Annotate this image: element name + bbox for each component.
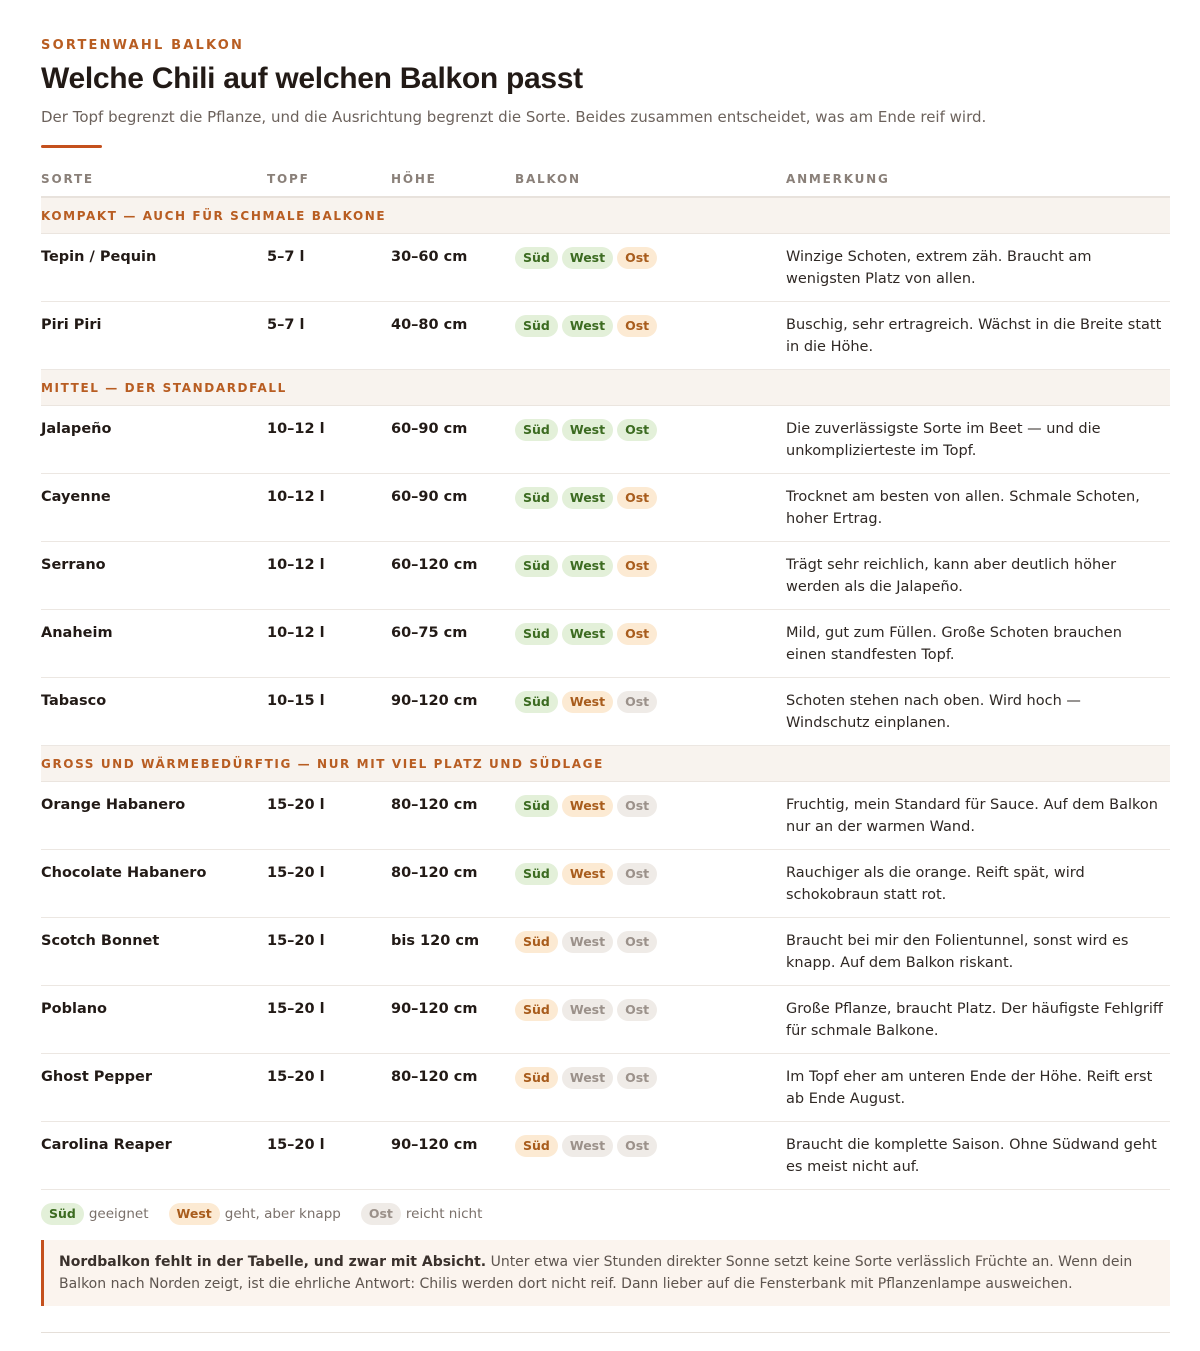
badge-ost: Ost <box>617 795 657 817</box>
legend <box>41 1203 502 1225</box>
variety-name: Tabasco <box>41 693 107 709</box>
table-body <box>41 198 1170 1190</box>
legend-item <box>361 1203 483 1225</box>
table-row <box>41 1054 1170 1122</box>
plant-height: 60–90 cm <box>391 489 468 505</box>
column-header-topf: TOPF <box>267 172 310 186</box>
column-header-sorte: SORTE <box>41 172 94 186</box>
badge-ost: Ost <box>617 247 657 269</box>
badge-ost: Ost <box>617 999 657 1021</box>
table-row <box>41 1122 1170 1190</box>
variety-name: Tepin / Pequin <box>41 249 157 265</box>
variety-name: Chocolate Habanero <box>41 865 207 881</box>
balcony-badges <box>515 862 786 885</box>
variety-note: Im Topf eher am unteren Ende der Höhe. Reift erst ab Ende August. <box>786 1069 1153 1107</box>
variety-note: Schoten stehen nach oben. Wird hoch — Windschutz einplanen. <box>786 693 1081 731</box>
badge-ost: Ost <box>617 863 657 885</box>
variety-name: Anaheim <box>41 625 113 641</box>
callout-text: Unter etwa vier Stunden direkter Sonne setzt keine Sorte verlässlich Früchte an. Wenn dein Balkon nach Norden zeigt, ist die ehrliche Antwort: Chilis werden dort nicht reif. Dann lieber auf die Fensterbank mit Pflanzenlampe ausweichen. <box>59 1254 1133 1292</box>
page-subtitle: Der Topf begrenzt die Pflanze, und die Ausrichtung begrenzt die Sorte. Beides zusammen entscheidet, was am Ende reif wird. <box>41 108 987 126</box>
eyebrow-label: SORTENWAHL BALKON <box>41 38 245 53</box>
pot-size: 5–7 l <box>267 249 305 265</box>
badge-ost: Ost <box>617 623 657 645</box>
legend-badge: West <box>169 1203 220 1225</box>
plant-height: 40–80 cm <box>391 317 468 333</box>
balcony-badges <box>515 622 786 645</box>
badge-west: West <box>562 795 613 817</box>
table-row <box>41 782 1170 850</box>
badge-west: West <box>562 555 613 577</box>
badge-west: West <box>562 999 613 1021</box>
variety-name: Carolina Reaper <box>41 1137 172 1153</box>
variety-note: Trägt sehr reichlich, kann aber deutlich höher werden als die Jalapeño. <box>786 557 1117 595</box>
legend-item <box>169 1203 341 1225</box>
pot-size: 15–20 l <box>267 1137 325 1153</box>
table-row <box>41 302 1170 370</box>
variety-note: Die zuverlässigste Sorte im Beet — und die unkomplizierteste im Topf. <box>786 421 1101 459</box>
variety-note: Mild, gut zum Füllen. Große Schoten brauchen einen standfesten Topf. <box>786 625 1122 663</box>
badge-sued: Süd <box>515 419 558 441</box>
table-row <box>41 850 1170 918</box>
badge-west: West <box>562 623 613 645</box>
balcony-badges <box>515 314 786 337</box>
badge-west: West <box>562 487 613 509</box>
variety-name: Cayenne <box>41 489 111 505</box>
badge-west: West <box>562 1135 613 1157</box>
badge-ost: Ost <box>617 555 657 577</box>
table-row <box>41 474 1170 542</box>
variety-name: Jalapeño <box>41 421 112 437</box>
pot-size: 15–20 l <box>267 797 325 813</box>
table-row <box>41 542 1170 610</box>
badge-sued: Süd <box>515 555 558 577</box>
north-balcony-callout <box>41 1240 1170 1306</box>
badge-sued: Süd <box>515 1135 558 1157</box>
variety-note: Trocknet am besten von allen. Schmale Schoten, hoher Ertrag. <box>786 489 1140 527</box>
legend-item <box>41 1203 149 1225</box>
badge-west: West <box>562 419 613 441</box>
variety-note: Braucht bei mir den Folientunnel, sonst wird es knapp. Auf dem Balkon riskant. <box>786 933 1129 971</box>
badge-ost: Ost <box>617 931 657 953</box>
badge-west: West <box>562 863 613 885</box>
pot-size: 15–20 l <box>267 865 325 881</box>
pot-size: 15–20 l <box>267 1069 325 1085</box>
variety-name: Serrano <box>41 557 106 573</box>
balcony-badges <box>515 1134 786 1157</box>
badge-ost: Ost <box>617 487 657 509</box>
balcony-badges <box>515 486 786 509</box>
title-accent-rule <box>41 145 102 148</box>
plant-height: 60–75 cm <box>391 625 468 641</box>
badge-west: West <box>562 247 613 269</box>
plant-height: 90–120 cm <box>391 1137 478 1153</box>
group-header: KOMPAKT — AUCH FÜR SCHMALE BALKONE <box>41 198 1170 234</box>
plant-height: 80–120 cm <box>391 797 478 813</box>
group-header: MITTEL — DER STANDARDFALL <box>41 370 1170 406</box>
plant-height: 90–120 cm <box>391 1001 478 1017</box>
badge-ost: Ost <box>617 419 657 441</box>
pot-size: 10–12 l <box>267 489 325 505</box>
plant-height: 90–120 cm <box>391 693 478 709</box>
pot-size: 10–12 l <box>267 625 325 641</box>
legend-badge: Süd <box>41 1203 84 1225</box>
plant-height: 80–120 cm <box>391 865 478 881</box>
badge-sued: Süd <box>515 247 558 269</box>
badge-sued: Süd <box>515 1067 558 1089</box>
table-row <box>41 678 1170 746</box>
table-row <box>41 610 1170 678</box>
column-header-balkon: BALKON <box>515 172 581 186</box>
badge-ost: Ost <box>617 1135 657 1157</box>
callout-heading: Nordbalkon fehlt in der Tabelle, und zwar mit Absicht. <box>59 1254 487 1270</box>
variety-name: Scotch Bonnet <box>41 933 160 949</box>
variety-name: Piri Piri <box>41 317 102 333</box>
badge-west: West <box>562 1067 613 1089</box>
balcony-badges <box>515 690 786 713</box>
plant-height: bis 120 cm <box>391 933 480 949</box>
badge-west: West <box>562 691 613 713</box>
badge-sued: Süd <box>515 931 558 953</box>
table-row <box>41 406 1170 474</box>
variety-note: Winzige Schoten, extrem zäh. Braucht am wenigsten Platz von allen. <box>786 249 1092 287</box>
balcony-badges <box>515 794 786 817</box>
variety-name: Ghost Pepper <box>41 1069 153 1085</box>
badge-sued: Süd <box>515 487 558 509</box>
plant-height: 60–90 cm <box>391 421 468 437</box>
variety-note: Rauchiger als die orange. Reift spät, wird schokobraun statt rot. <box>786 865 1085 903</box>
badge-ost: Ost <box>617 691 657 713</box>
badge-sued: Süd <box>515 999 558 1021</box>
badge-sued: Süd <box>515 623 558 645</box>
variety-note: Braucht die komplette Saison. Ohne Südwand geht es meist nicht auf. <box>786 1137 1157 1175</box>
balcony-badges <box>515 246 786 269</box>
group-header: GROSS UND WÄRMEBEDÜRFTIG — NUR MIT VIEL PLATZ UND SÜDLAGE <box>41 746 1170 782</box>
badge-ost: Ost <box>617 315 657 337</box>
balcony-badges <box>515 554 786 577</box>
badge-sued: Süd <box>515 795 558 817</box>
column-header-hoehe: HÖHE <box>391 172 437 186</box>
balcony-badges <box>515 930 786 953</box>
plant-height: 80–120 cm <box>391 1069 478 1085</box>
legend-text: geeignet <box>88 1206 149 1222</box>
legend-badge: Ost <box>361 1203 401 1225</box>
badge-sued: Süd <box>515 315 558 337</box>
plant-height: 30–60 cm <box>391 249 468 265</box>
badge-ost: Ost <box>617 1067 657 1089</box>
badge-sued: Süd <box>515 691 558 713</box>
legend-text: reicht nicht <box>405 1206 483 1222</box>
table-row <box>41 986 1170 1054</box>
variety-note: Große Pflanze, braucht Platz. Der häufigste Fehlgriff für schmale Balkone. <box>786 1001 1163 1039</box>
page-title: Welche Chili auf welchen Balkon passt <box>41 62 583 95</box>
badge-west: West <box>562 315 613 337</box>
balcony-badges <box>515 1066 786 1089</box>
variety-note: Buschig, sehr ertragreich. Wächst in die Breite statt in die Höhe. <box>786 317 1162 355</box>
pot-size: 15–20 l <box>267 933 325 949</box>
variety-name: Orange Habanero <box>41 797 186 813</box>
pot-size: 10–12 l <box>267 557 325 573</box>
footer-divider <box>41 1332 1170 1333</box>
legend-text: geht, aber knapp <box>224 1206 341 1222</box>
table-header <box>41 162 1170 198</box>
table-row <box>41 234 1170 302</box>
balcony-badges <box>515 418 786 441</box>
plant-height: 60–120 cm <box>391 557 478 573</box>
pot-size: 5–7 l <box>267 317 305 333</box>
pot-size: 10–12 l <box>267 421 325 437</box>
variety-name: Poblano <box>41 1001 108 1017</box>
balcony-badges <box>515 998 786 1021</box>
variety-table <box>41 162 1170 1190</box>
table-row <box>41 918 1170 986</box>
column-header-anmerkung: ANMERKUNG <box>786 172 890 186</box>
variety-note: Fruchtig, mein Standard für Sauce. Auf dem Balkon nur an der warmen Wand. <box>786 797 1158 835</box>
pot-size: 15–20 l <box>267 1001 325 1017</box>
pot-size: 10–15 l <box>267 693 325 709</box>
badge-sued: Süd <box>515 863 558 885</box>
badge-west: West <box>562 931 613 953</box>
